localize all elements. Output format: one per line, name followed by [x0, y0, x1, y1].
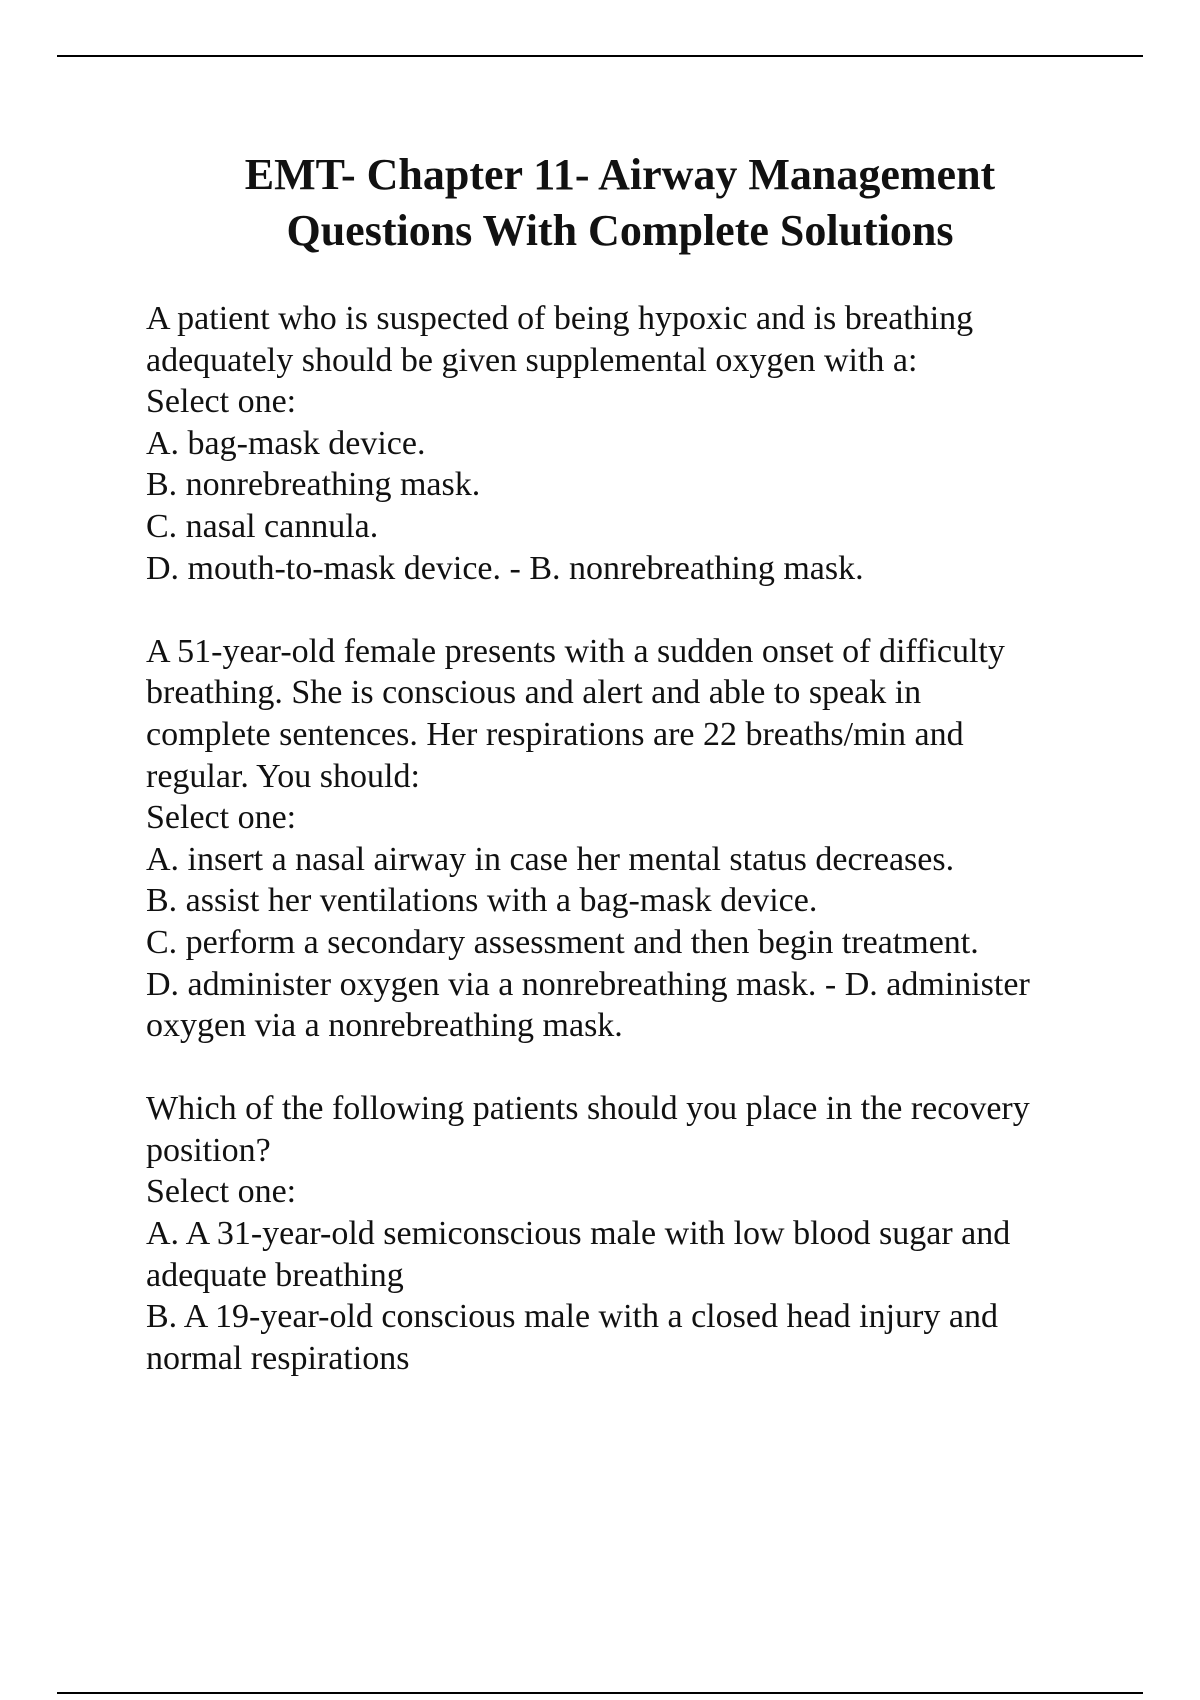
answer-option-continuation: normal respirations: [146, 1339, 410, 1377]
question-block-2: [146, 631, 1146, 1047]
title-line: Questions With Complete Solutions: [286, 206, 954, 255]
answer-option: C. nasal cannula.: [146, 507, 379, 545]
top-rule: [57, 55, 1143, 57]
question-text-line: A patient who is suspected of being hypoxic and is breathing: [146, 300, 974, 337]
document-body: [146, 298, 1146, 1421]
answer-option-with-solution: D. administer oxygen via a nonrebreathing mask. - D. administer: [146, 965, 1030, 1003]
question-text-line: A 51-year-old female presents with a sudden onset of difficulty: [146, 632, 1005, 670]
bottom-rule: [57, 1692, 1143, 1694]
question-block-3: [146, 1088, 1146, 1379]
question-text-line: position?: [146, 1131, 271, 1169]
answer-option-with-solution: D. mouth-to-mask device. - B. nonrebreathing mask.: [146, 549, 864, 587]
answer-option: B. assist her ventilations with a bag-mask device.: [146, 882, 818, 920]
select-prompt: Select one:: [146, 383, 297, 421]
answer-option: A. A 31-year-old semiconscious male with low blood sugar and: [146, 1215, 1011, 1253]
answer-option: B. nonrebreathing mask.: [146, 466, 481, 504]
question-text-line: regular. You should:: [146, 757, 420, 795]
select-prompt: Select one:: [146, 799, 297, 837]
answer-option: C. perform a secondary assessment and then begin treatment.: [146, 923, 979, 961]
question-text-line: Which of the following patients should you place in the recovery: [146, 1090, 1030, 1128]
question-text-line: complete sentences. Her respirations are 22 breaths/min and: [146, 715, 964, 753]
page-title: [0, 147, 1200, 259]
answer-option-continuation: adequate breathing: [146, 1256, 404, 1294]
question-block-1: [146, 298, 1146, 589]
select-prompt: Select one:: [146, 1173, 297, 1211]
solution-text-line: oxygen via a nonrebreathing mask.: [146, 1007, 623, 1045]
answer-option: A. bag-mask device.: [146, 424, 426, 462]
question-text-line: adequately should be given supplemental oxygen with a:: [146, 341, 918, 379]
title-line: EMT- Chapter 11- Airway Management: [244, 150, 996, 199]
answer-option: A. insert a nasal airway in case her mental status decreases.: [146, 840, 955, 878]
question-text-line: breathing. She is conscious and alert and able to speak in: [146, 674, 922, 712]
answer-option: B. A 19-year-old conscious male with a closed head injury and: [146, 1298, 998, 1336]
